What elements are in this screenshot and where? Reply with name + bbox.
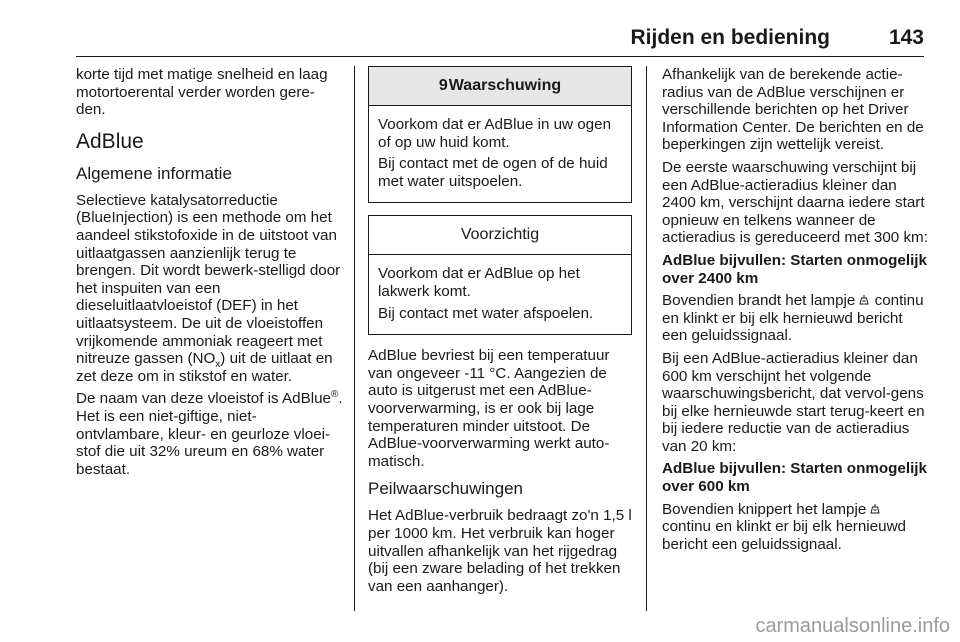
paragraph: Bovendien knippert het lampje continu en klinkt er bij elk hernieuwd bericht een geluidssignaal. (662, 500, 906, 553)
warning-triangle-icon: 9 (438, 77, 448, 94)
caution-box-title: Voorzichtig (369, 216, 631, 255)
subsection-heading: Peilwaarschuwingen (368, 479, 523, 499)
warning-box (368, 66, 632, 203)
caution-text: Voorkom dat er AdBlue op het lakwerk komt. (378, 265, 580, 300)
paragraph: Selectieve katalysatorreductie (BlueInjection) is een methode om het aandeel stikstofoxide in de uitstoot van uitlaatgassen aanzienlijk terug te brengen. Dit wordt bewerk-stelligd door het inspuiten van een dieseluitlaatvloeistof (DEF) in het uitlaatsysteem. De uit de vloeistoffen vrijkomende ammoniak reageert met nitreuze gassen $(NO_x)$ uit de uitlaat en zet deze om in stikstof en water. (76, 191, 341, 385)
column-2 (368, 66, 632, 600)
warning-text: Bij contact met de ogen of de huid met water uitspoelen. (378, 155, 608, 190)
warning-box-title: 9Waarschuwing (369, 67, 631, 106)
paragraph: Bij een AdBlue-actieradius kleiner dan 600 km verschijnt het volgende waarschuwingsbericht, dat vervol-gens bij elke hernieuwde start terug-keert en bij iedere reductie van de actieradius van 20 km: (662, 349, 925, 455)
adblue-lamp-icon (869, 503, 881, 515)
paragraph: De naam van deze vloeistof is AdBlue®. Het is een niet-giftige, niet-ontvlambare, kleur- en geurloze vloei-stof die uit 32% ureum en 68% water bestaat. (76, 389, 343, 478)
column-divider-right (646, 66, 647, 611)
column-1 (76, 66, 344, 483)
subscript: x (215, 359, 221, 371)
adblue-lamp-icon (858, 294, 870, 306)
page-header (0, 0, 960, 56)
watermark: carmanualsonline.info (755, 615, 950, 637)
subsection-heading: Algemene informatie (76, 163, 232, 183)
column-3 (662, 66, 928, 558)
caution-text: Bij contact met water afspoelen. (378, 304, 594, 322)
paragraph: Afhankelijk van de berekende actie-radius van de AdBlue verschijnen er verschillende berichten op het Driver Information Center. De berichten en de beperkingen zijn wettelijk vereist. (662, 66, 924, 154)
caution-box (368, 215, 632, 335)
section-title: Rijden en bediening (630, 26, 830, 49)
paragraph: korte tijd met matige snelheid en laag motortoerental verder worden gere-den. (76, 66, 328, 119)
message-heading: AdBlue bijvullen: Starten onmogelijk over 600 km (662, 460, 927, 496)
paragraph: De eerste waarschuwing verschijnt bij een AdBlue-actieradius kleiner dan 2400 km, verschijnt daarna iedere start opnieuw en telkens wanneer de actieradius is gereduceerd met 300 km: (662, 158, 928, 247)
paragraph: Bovendien brandt het lampje continu en klinkt er bij elk hernieuwd bericht een geluidssignaal. (662, 292, 924, 345)
header-rule (76, 56, 924, 57)
paragraph: AdBlue bevriest bij een temperatuur van ongeveer -11 °C. Aangezien de auto is uitgerust met een AdBlue-voorverwarming, is er ook bij lage temperaturen minder uitstoot. De AdBlue-voorverwarming werkt auto-matisch. (368, 347, 610, 470)
column-divider-left (354, 66, 355, 611)
section-heading: AdBlue (76, 129, 144, 153)
page-number: 143 (888, 26, 924, 49)
warning-text: Voorkom dat er AdBlue in uw ogen of op uw huid komt. (378, 116, 612, 151)
paragraph: Het AdBlue-verbruik bedraagt zo'n 1,5 l per 1000 km. Het verbruik kan hoger uitvallen afhankelijk van het rijgedrag (bij een zware belading of het trekken van een aanhanger). (368, 507, 632, 595)
registered-mark: ® (330, 389, 339, 401)
message-heading: AdBlue bijvullen: Starten onmogelijk over 2400 km (662, 251, 927, 287)
